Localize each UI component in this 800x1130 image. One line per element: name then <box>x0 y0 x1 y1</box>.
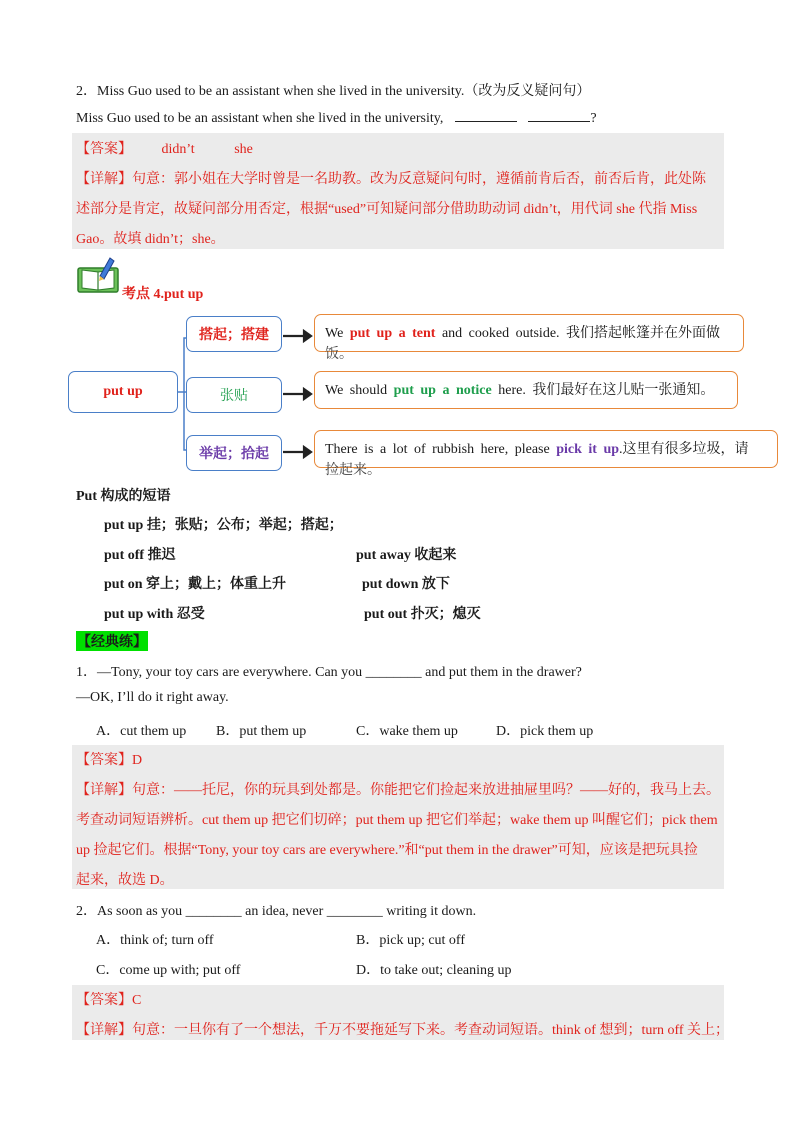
branch-label: 举起；拾起 <box>199 447 269 462</box>
q2-answer-box <box>72 985 730 1040</box>
example-box-post <box>314 371 738 409</box>
q1-detail-2: 考查动词短语辨析。cut them up 把它们切碎；put them up 把它们举起；wake them up 叫醒它们；pick them <box>76 813 718 828</box>
phrase-put-away: put away 收起来 <box>356 548 457 563</box>
practice-tag: 【经典练】 <box>76 631 148 651</box>
q1-option-d[interactable]: D．pick them up <box>496 724 594 739</box>
phrase-put-up: put up 挂；张贴；公布；举起；搭起； <box>104 518 343 533</box>
question-text: 2．Miss Guo used to be an assistant when she lived in the university.（改为反义疑问句） <box>76 84 591 99</box>
q1-answer-box <box>72 745 724 889</box>
phrase-put-out: put out 扑灭；熄灭 <box>364 607 481 622</box>
q2-option-d[interactable]: D．to take out; cleaning up <box>356 963 512 978</box>
q1-line-1: 1．—Tony, your toy cars are everywhere. Can you ________ and put them in the drawer? <box>76 665 582 680</box>
phrases-heading: Put 构成的短语 <box>76 489 171 504</box>
phrase-put-on: put on 穿上；戴上；体重上升 <box>104 577 287 592</box>
phrase-put-off: put off 推迟 <box>104 548 176 563</box>
q2-answer: 【答案】C <box>76 993 142 1008</box>
q2-detail-1: 【详解】句意：一旦你有了一个想法，千万不要拖延写下来。考查动词短语。think of 想到；turn off 关上； <box>76 1023 730 1038</box>
q1-detail-4: 起来，故选 D。 <box>76 873 174 888</box>
example-sentence: There is a lot of rubbish here, please pick it up.这里有很多垃圾，请 <box>325 442 749 457</box>
q1-detail-1: 【详解】句意：——托尼，你的玩具到处都是。你能把它们捡起来放进抽屉里吗？——好的，我马上去。 <box>76 783 720 798</box>
q2-option-c[interactable]: C．come up with; put off <box>96 963 241 978</box>
example-continuation: 饭。 <box>325 347 353 362</box>
q2-line-1: 2．As soon as you ________ an idea, never ________ writing it down. <box>76 904 477 919</box>
q2-option-a[interactable]: A．think of; turn off <box>96 933 214 948</box>
q1-line-2: —OK, I’ll do it right away. <box>76 690 229 705</box>
branch-node-erect <box>186 316 282 352</box>
phrase-put-up-with: put up with 忍受 <box>104 607 205 622</box>
detail-line-3: Gao。故填 didn’t；she。 <box>76 232 225 247</box>
q1-option-a[interactable]: A．cut them up <box>96 724 187 739</box>
question-mark: ? <box>590 111 597 126</box>
example-box-erect <box>314 314 744 362</box>
branch-label: 张贴 <box>220 389 248 404</box>
q2-option-b[interactable]: B．pick up; cut off <box>356 933 466 948</box>
example-sentence: We should put up a notice here. 我们最好在这儿贴一张通知。 <box>325 383 715 398</box>
detail-line-2: 述部分是肯定，故疑问部分用否定，根据“used”可知疑问部分借助助动词 didn’t，用代词 she 代指 Miss <box>76 202 698 217</box>
phrase-put-down: put down 放下 <box>362 577 450 592</box>
root-label: put up <box>103 384 143 399</box>
q1-option-c[interactable]: C．wake them up <box>356 724 458 739</box>
q1-answer: 【答案】D <box>76 753 143 768</box>
branch-label: 搭起；搭建 <box>199 328 269 343</box>
example-box-pickup <box>314 430 778 478</box>
branch-node-post <box>186 377 282 413</box>
section-title: 考点 4.put up <box>122 287 204 302</box>
example-continuation: 捡起来。 <box>325 463 381 478</box>
answer-value-1: didn’t <box>161 142 195 157</box>
q1-detail-3: up 捡起它们。根据“Tony, your toy cars are everywhere.”和“put them in the drawer”可知，应该是把玩具捡 <box>76 843 698 858</box>
mindmap-root <box>68 371 178 413</box>
detail-line-1: 【详解】句意：郭小姐在大学时曾是一名助教。改为反意疑问句时，遵循前肯后否，前否后肯，此处陈 <box>76 172 706 187</box>
example-sentence: We put up a tent and cooked outside. 我们搭起帐篷并在外面做 <box>325 326 721 341</box>
branch-node-pickup <box>186 435 282 471</box>
answer-label: 【答案】 <box>76 142 132 157</box>
q1-option-b[interactable]: B．put them up <box>216 724 307 739</box>
answer-value-2: she <box>234 142 253 157</box>
stem-text: Miss Guo used to be an assistant when she lived in the university, <box>76 111 444 126</box>
